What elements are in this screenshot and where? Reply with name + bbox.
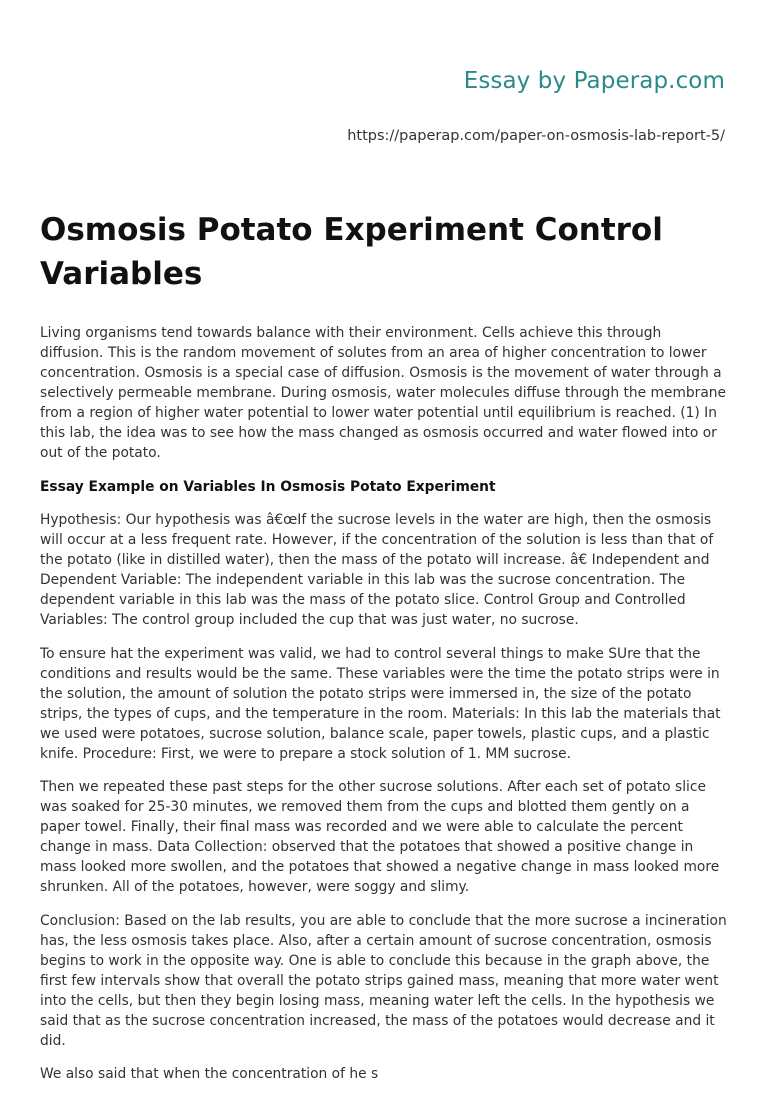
essay-title: Osmosis Potato Experiment Control Variables xyxy=(40,212,663,292)
intro-paragraph: Living organisms tend towards balance with their environment. Cells achieve this through diffusion. This is the random movement of solutes from an area of higher concentration to lower concentration. Osmosis is a special case of diffusion. Osmosis is the movement of water through a selectively permeable membrane. During osmosis, water molecules diffuse through the membrane from a region of higher water potential to lower water potential until equilibrium is reached. (1) In this lab, the idea was to see how the mass changed as osmosis occurred and water flowed into or out of the potato. xyxy=(40,325,727,461)
essay-subheading: Essay Example on Variables In Osmosis Potato Experiment xyxy=(40,478,496,495)
essay-body xyxy=(40,323,728,1098)
hypothesis-paragraph: Hypothesis: Our hypothesis was â€œIf the sucrose levels in the water are high, then the osmosis will occur at a less frequent rate. However, if the concentration of the solution is less than that of the potato (like in distilled water), then the mass of the potato will increase. â€ Independent and Dependent Variable: The independent variable in this lab was the sucrose concentration. The dependent variable in this lab was the mass of the potato slice. Control Group and Controlled Variables: The control group included the cup that was just water, no sucrose. xyxy=(40,512,714,628)
controls-paragraph: To ensure hat the experiment was valid, we had to control several things to make SUre that the conditions and results would be the same. These variables were the time the potato strips were in the solution, the amount of solution the potato strips were immersed in, the size of the potato strips, the types of cups, and the temperature in the room. Materials: In this lab the materials that we used were potatoes, sucrose solution, balance scale, paper towels, plastic cups, and a plastic knife. Procedure: First, we were to prepare a stock solution of 1. MM sucrose. xyxy=(40,645,721,762)
source-url-link[interactable]: https://paperap.com/paper-on-osmosis-lab-report-5/ xyxy=(347,128,725,144)
truncated-paragraph: We also said that when the concentration of he s xyxy=(40,1066,379,1082)
data-collection-paragraph: Then we repeated these past steps for the other sucrose solutions. After each set of potato slice was soaked for 25-30 minutes, we removed them from the cups and blotted them gently on a paper towel. Finally, their final mass was recorded and we were able to calculate the percent change in mass. Data Collection: observed that the potatoes that showed a positive change in mass looked more swollen, and the potatoes that showed a negative change in mass looked more shrunken. All of the potatoes, however, were soggy and slimy. xyxy=(40,779,720,895)
conclusion-paragraph: Conclusion: Based on the lab results, you are able to conclude that the more sucrose a incineration has, the less osmosis takes place. Also, after a certain amount of sucrose concentration, osmosis begins to work in the opposite way. One is able to conclude this because in the graph above, the first few intervals show that overall the potato strips gained mass, meaning that more water went into the cells, but then they begin losing mass, meaning water left the cells. In the hypothesis we said that as the sucrose concentration increased, the mass of the potatoes would decrease and it did. xyxy=(40,912,727,1049)
site-brand-link[interactable]: Essay by Paperap.com xyxy=(463,68,725,94)
